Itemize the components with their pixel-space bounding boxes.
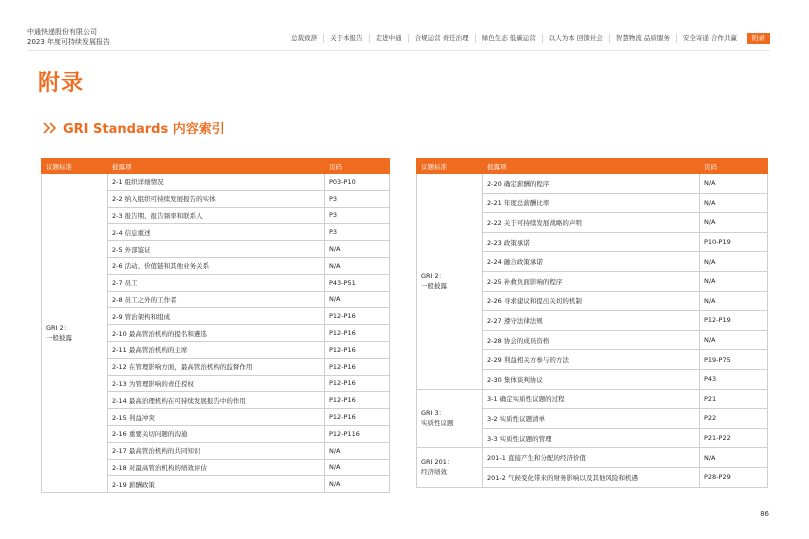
page-cell: N/A	[700, 291, 768, 311]
disclosure-cell: 3-2 实质性议题清单	[483, 409, 700, 429]
disclosure-cell: 2-20 确定薪酬的程序	[483, 174, 700, 194]
disclosure-cell: 2-13 为管理影响的责任授权	[108, 375, 325, 392]
section-heading	[42, 118, 225, 137]
page-title: 附录	[38, 71, 85, 96]
disclosure-cell: 2-23 政策承诺	[483, 232, 700, 252]
disclosure-cell: 2-7 员工	[108, 274, 325, 291]
column-header-topic: 议题标准	[417, 159, 483, 174]
column-header-page: 页码	[325, 159, 390, 174]
disclosure-cell: 2-18 对最高管治机构的绩效评估	[108, 459, 325, 476]
page-cell: N/A	[325, 291, 390, 308]
nav-item-ceo-message[interactable]: 总裁致辞	[291, 34, 318, 42]
page-cell: P12-P16	[325, 409, 390, 426]
page-cell: P22	[700, 409, 768, 429]
page-cell: N/A	[700, 448, 768, 468]
page-number: 86	[760, 510, 769, 518]
disclosure-cell: 2-6 活动、价值链和其他业务关系	[108, 257, 325, 274]
topic-cell: GRI 3： 实质性议题	[417, 389, 483, 448]
page-cell: N/A	[325, 257, 390, 274]
disclosure-cell: 2-16 重要关切问题的沟通	[108, 425, 325, 442]
page-cell: P3	[325, 190, 390, 207]
disclosure-cell: 2-15 利益冲突	[108, 409, 325, 426]
gri-index-table-right	[416, 158, 768, 488]
nav-item-safety[interactable]: 安全寄递 合作共赢	[676, 34, 743, 43]
disclosure-cell: 2-27 遵守法律法规	[483, 311, 700, 331]
page-cell: P10-P19	[700, 232, 768, 252]
disclosure-cell: 3-3 实质性议题的管理	[483, 428, 700, 448]
nav-item-people[interactable]: 以人为本 回馈社会	[542, 34, 609, 43]
page-cell: N/A	[325, 459, 390, 476]
disclosure-cell: 2-3 报告期、报告频率和联系人	[108, 207, 325, 224]
disclosure-cell: 2-12 在管理影响方面，最高管治机构的监督作用	[108, 358, 325, 375]
page-cell: N/A	[325, 476, 390, 493]
page-cell: N/A	[325, 442, 390, 459]
disclosure-cell: 2-1 组织详细情况	[108, 174, 325, 191]
page-cell: N/A	[700, 213, 768, 233]
page-cell: P12-P116	[325, 425, 390, 442]
disclosure-cell: 2-10 最高管治机构的提名和遴选	[108, 325, 325, 342]
header-divider	[27, 50, 770, 51]
disclosure-cell: 2-30 集体谈判协议	[483, 369, 700, 389]
disclosure-cell: 2-26 寻求建议和提出关切的机制	[483, 291, 700, 311]
table-header-row	[417, 159, 768, 174]
company-name: 中通快递股份有限公司	[27, 28, 97, 36]
disclosure-cell: 2-17 最高管治机构的共同知识	[108, 442, 325, 459]
report-name: 2023 年度可持续发展报告	[27, 38, 111, 46]
disclosure-cell: 2-9 管治架构和组成	[108, 308, 325, 325]
disclosure-cell: 2-4 信息重述	[108, 224, 325, 241]
page-cell: P3	[325, 224, 390, 241]
disclosure-cell: 2-21 年度总薪酬比率	[483, 193, 700, 213]
page-cell: N/A	[700, 174, 768, 194]
page-cell: P21	[700, 389, 768, 409]
nav-item-green[interactable]: 绿色生态 低碳运营	[475, 34, 542, 43]
page-cell: P43-P51	[325, 274, 390, 291]
disclosure-cell: 2-11 最高管治机构的主席	[108, 341, 325, 358]
gri-index-table-left	[41, 158, 390, 493]
page-cell: P12-P19	[700, 311, 768, 331]
page-cell: P12-P16	[325, 308, 390, 325]
column-header-disclosure: 披露项	[483, 159, 700, 174]
page-cell: P03-P10	[325, 174, 390, 191]
page-cell: P12-P16	[325, 341, 390, 358]
company-header	[27, 27, 110, 47]
disclosure-cell: 2-19 薪酬政策	[108, 476, 325, 493]
page-cell: P12-P16	[325, 325, 390, 342]
nav-item-about-report[interactable]: 关于本报告	[323, 34, 369, 43]
page-cell: P12-P16	[325, 358, 390, 375]
disclosure-cell: 3-1 确定实质性议题的过程	[483, 389, 700, 409]
page-cell: N/A	[700, 193, 768, 213]
page-cell: P12-P16	[325, 375, 390, 392]
topic-cell: GRI 2： 一般披露	[417, 174, 483, 390]
disclosure-cell: 2-14 最高治理机构在可持续发展报告中的作用	[108, 392, 325, 409]
disclosure-cell: 201-2 气候变化带来的财务影响以及其他风险和机遇	[483, 467, 700, 487]
disclosure-cell: 2-29 利益相关方参与的方法	[483, 350, 700, 370]
disclosure-cell: 2-24 融合政策承诺	[483, 252, 700, 272]
page-cell: P28-P29	[700, 467, 768, 487]
table-header-row	[42, 159, 390, 174]
disclosure-cell: 201-1 直接产生和分配的经济价值	[483, 448, 700, 468]
table-row	[417, 174, 768, 194]
nav-item-service[interactable]: 智慧物流 品质服务	[609, 34, 676, 43]
double-chevron-right-icon	[42, 121, 60, 135]
disclosure-cell: 2-2 纳入组织可持续发展报告的实体	[108, 190, 325, 207]
nav-item-appendix[interactable]: 附录	[747, 33, 770, 44]
disclosure-cell: 2-28 协会的成员资格	[483, 330, 700, 350]
page-cell: N/A	[700, 330, 768, 350]
section-title: GRI Standards 内容索引	[63, 122, 225, 137]
page-cell: P21-P22	[700, 428, 768, 448]
disclosure-cell: 2-25 补救负面影响的程序	[483, 271, 700, 291]
page-cell: P12-P16	[325, 392, 390, 409]
page-cell: P19-P75	[700, 350, 768, 370]
nav-item-about-zto[interactable]: 走进中通	[369, 34, 408, 43]
topic-cell: GRI 2： 一般披露	[42, 174, 108, 493]
table-row	[42, 174, 390, 191]
disclosure-cell: 2-5 外部鉴证	[108, 241, 325, 258]
page-cell: N/A	[700, 252, 768, 272]
page-cell: P43	[700, 369, 768, 389]
topic-cell: GRI 201： 经济绩效	[417, 448, 483, 487]
column-header-disclosure: 披露项	[108, 159, 325, 174]
page-cell: N/A	[325, 241, 390, 258]
disclosure-cell: 2-8 员工之外的工作者	[108, 291, 325, 308]
table-row	[417, 448, 768, 468]
page-cell: N/A	[700, 271, 768, 291]
nav-item-governance[interactable]: 合规运营 责任治理	[408, 34, 475, 43]
disclosure-cell: 2-22 关于可持续发展战略的声明	[483, 213, 700, 233]
column-header-topic: 议题标准	[42, 159, 108, 174]
table-row	[417, 389, 768, 409]
column-header-page: 页码	[700, 159, 768, 174]
chapter-nav	[285, 33, 770, 44]
page-cell: P3	[325, 207, 390, 224]
